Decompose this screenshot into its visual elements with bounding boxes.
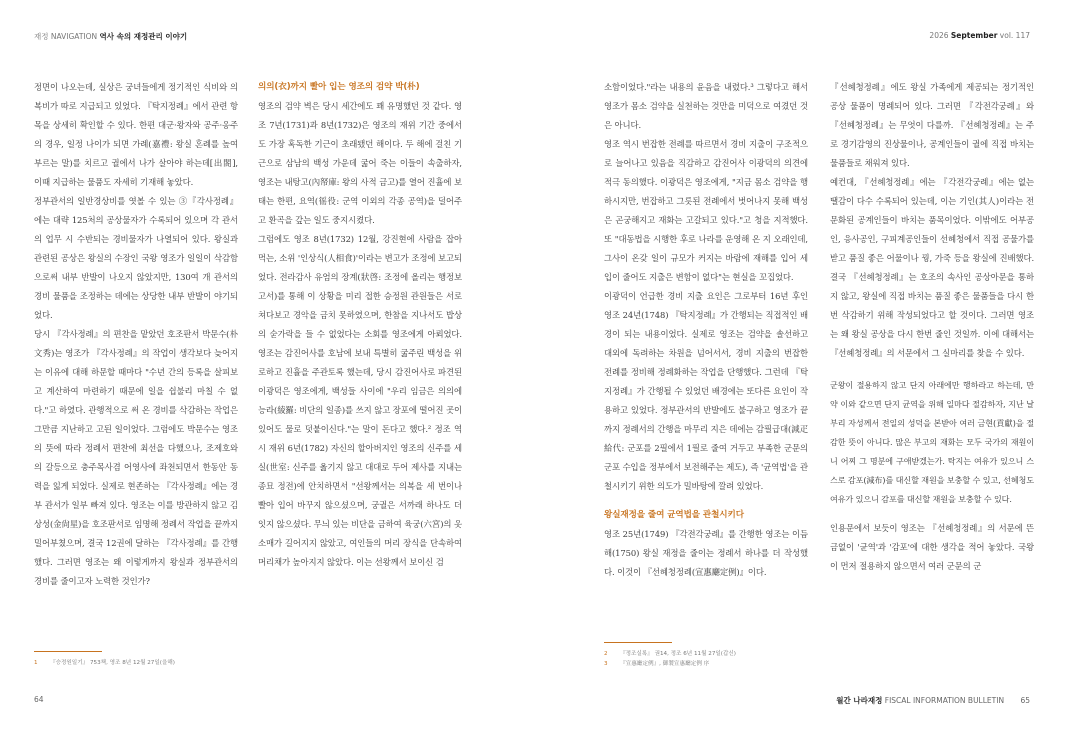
footnote-rule-left [34, 651, 102, 652]
running-header-right [929, 31, 1030, 40]
footnote-1-number: 1 [34, 660, 38, 666]
column-2-text: 영조의 검약 벽은 당시 세간에도 꽤 유명했던 것 같다. 영조 7년(1731)과 8년(1732)은 영조의 재위 기간 중에서도 가장 혹독한 기근이 초래됐던 해이다. 두 해에 걸친 기근으로 삼남의 백성 가운데 굶어 죽는 이들이 속출하자, 영조는 내탕고(內帑庫: 왕의 사적 금고)를 열어 진휼에 보태는 한편, 요역(徭役: 군역 이외의 각종 공역)을 덜어주고 환곡을 갚는 일도 중지시켰다. 그럼에도 영조 8년(1732) 12월, 강진현에 사람을 잡아 먹는, 소위 '인상식(人相食)'이라는 변고가 조정에 보고되었다. 전라감사 유엄의 장계(狀啓: 조정에 올리는 행정보고서)를 통해 이 상황을 미리 접한 승정원 관원들은 서로 쳐다보고 경악을 금치 못하였으며, 한참을 지나서도 밥상의 숟가락을 들 수 없었다는 소회를 영조에게 아뢰었다. 영조는 감진어사를 호남에 보내 특별히 굶주린 백성을 위로하고 진휼을 주관토록 했는데, 당시 감진어사로 파견된 이광덕은 영조에게, 백성들 사이에 "우리 임금은 의의에 능라(綾羅: 비단의 일종)를 쓰지 않고 장포에 떨어진 곳이 있어도 물로 덧붙이신다."는 말이 돈다고 했다.² 정조 역시 재위 6년(1782) 자신의 할아버지인 영조의 신주를 세실(世室: 신주를 옮기지 않고 대대로 두어 제사를 지내는 종묘 정전)에 안치하면서 "선왕께서는 의복을 세 번이나 빨아 입어 바꾸지 않으셨으며, 궁궐은 서까래 하나도 더 잇지 않으셨다. 무늬 있는 비단을 금하여 육궁(六宮)의 옷소매가 길어지지 않았고, 여인들의 머리 장식을 단속하여 머리채가 높아지지 않았다. 이는 선왕께서 보이신 검 [258, 101, 462, 567]
publication-name: 월간 나라재정 [836, 696, 883, 705]
footnote-3 [604, 659, 709, 669]
page-number-left: 64 [34, 695, 44, 704]
column-1-text: 정면이 나오는데, 실상은 궁녀들에게 정기적인 식비와 의복비가 따로 지급되고 있었다. 『탁지정례』에서 관련 항목을 상세히 확인할 수 있다. 한편 대군·왕자와 공주·옹주의 경우, 일정 나이가 되면 가례(嘉禮: 왕실 혼례를 높여 부르는 말)를 치르고 궐에서 나가 살아야 하는데[出閤], 이때 지급하는 물품도 자세히 기재해 놓았다. 정부관서의 일반경상비를 엿볼 수 있는 ③『각사정례』에는 대략 125처의 공상물자가 수록되어 있으며 각 관서의 업무 시 수반되는 경비물자가 나열되어 있다. 왕실과 관련된 공상은 왕실의 수장인 국왕 영조가 일일이 삭감함으로써 내부 반발이 나오지 않았지만, 130여 개 관서의 경비 물품을 조정하는 데에는 상당한 내부 반발이 야기되었다. 당시 『각사정례』의 편찬을 맡았던 호조판서 박문수(朴文秀)는 영조가 『각사정례』의 작업이 생각보다 늦어지는 이유에 대해 하문할 때마다 "수년 간의 등록을 살피보고 계산하여 마련하기 때문에 일을 쉽불리 마칠 수 없다."고 하였다. 관행적으로 써 온 경비를 삭감하는 작업은 그만큼 지난하고 고된 일이었다. 그럼에도 박문수는 영조의 뜻에 따라 정례서 편찬에 최선을 다했으나, 조제호와의 갈등으로 충주목사겸 어영사에 좌천되면서 한동안 동력을 잃게 되었다. 실제로 현존하는 『각사정례』에는 경부 관서가 일부 빠져 있다. 영조는 이를 방관하지 않고 김상성(金尙星)을 호조판서로 임명해 정례서 작업을 끝까지 밀어부쳤으며, 결국 12권에 달하는 『각사정례』를 간행했다. 그러면 영조는 왜 이렇게까지 왕실과 정부관서의 경비를 줄이고자 노력한 것인가? [34, 82, 238, 586]
footnote-3-text: 『宣惠廳定例』, 御製宣惠廳定例 序 [620, 661, 710, 667]
column-1 [34, 78, 238, 591]
footer-right [836, 695, 1030, 706]
section-label: 재정 NAVIGATION [34, 32, 98, 41]
footnote-2 [604, 649, 736, 659]
footnote-2-text: 『정조실록』 권14, 정조 6년 11월 27일(갑신) [620, 651, 736, 657]
page-number-right: 65 [1020, 696, 1030, 705]
issue-volume: vol. 117 [999, 31, 1030, 40]
footnote-1-text: 『승정원일기』 753책, 영조 8년 12월 27일(을해) [50, 660, 175, 666]
footnote-1 [34, 658, 175, 668]
footnote-rule-right [604, 642, 672, 643]
column-3-text: 소함이었다."라는 내용의 윤음을 내렸다.³ 그렇다고 해서 영조가 몸소 검약을 실천하는 것만을 미덕으로 여겼던 것은 아니다. 영조 역시 번잡한 전례를 따르면서 경비 지출이 구조적으로 늘어나고 있음을 직감하고 감진어사 이광덕의 의견에 적극 동의했다. 이광덕은 영조에게, "지금 몸소 검약을 행하시지만, 번잡하고 그릇된 전례에서 벗어나지 못해 백성은 곤궁해지고 재화는 고갈되고 있다."고 청을 지적했다. 또 "대동법을 시행한 후로 나라를 운영해 온 지 오래인데, 그사이 온갖 일이 규모가 커지는 바람에 재해를 입어 세입이 줄어도 지출은 변함이 없다"는 현실을 꼬집었다. 이광덕이 언급한 경비 지출 요인은 그로부터 16년 후인 영조 24년(1748) 『탁지정례』가 간행되는 직접적인 배경이 되는 내용이었다. 실제로 영조는 검약을 솔선하고 대외에 독려하는 차원을 넘어서서, 경비 지출의 번잡한 전례를 정비해 정례화하는 작업을 단행했다. 그런데 『탁지정례』가 간행될 수 있었던 배경에는 또다른 요인이 작용하고 있었다. 정부관서의 반발에도 불구하고 영조가 끝까지 정례서의 간행을 마무리 지은 데에는 감필급대(減疋給代: 군포를 2필에서 1필로 줄여 거두고 부족한 군문의 군포 수입을 정부에서 보전해주는 제도), 즉 '균역법'을 관철시키기 위한 의도가 밀바탕에 깔려 있었다. [604, 82, 808, 491]
footnote-3-number: 3 [604, 661, 608, 667]
issue-month: September [950, 31, 998, 40]
column-4-quote: 군왕이 절용하지 않고 단지 아래에만 행하라고 하는데, 만약 이와 같으면 단지 균역을 위해 일마다 절감하자, 지난 날 부리 자성께서 전일의 성덕을 본받아 여러 금현(貢獻)을 절감한 뜻이 아니다. 많은 부고의 재화는 모두 국가의 재원이니 어찌 그 명분에 구애받겠는가. 탁지는 여유가 있으니 스스로 감포(減布)를 대신할 재원을 보충할 수 있고, 선혜청도 여유가 있으니 감포를 대신할 재원을 보충할 수 있다. [830, 380, 1034, 504]
column-3-heading: 왕실재정을 줄여 균역법을 관철시키다 [604, 510, 744, 520]
column-4-text-b: 인용문에서 보듯이 영조는 『선혜청정례』의 서문에 뜬금없이 '균역'과 '감포'에 대한 생각을 적어 놓았다. 국왕이 먼저 절용하지 않으면서 여러 군문의 군 [830, 523, 1034, 571]
section-title: 역사 속의 재정관리 이야기 [99, 32, 188, 41]
publication-subtitle: FISCAL INFORMATION BULLETIN [884, 696, 1005, 705]
issue-year: 2026 [929, 31, 949, 40]
column-4-text: 『선혜청정례』에도 왕실 가족에게 제공되는 정기적인 공상 물품이 명례되어 있다. 그러면 『각전각궁례』와 『선혜청정례』는 무엇이 다를까. 『선혜청정례』는 주로 경기감영의 진상물이나, 공계인들이 궐에 직접 바치는 물품들로 채워져 있다. 예컨대, 『선혜청정례』에는 『각전각궁례』에는 없는 땔감이 다수 수록되어 있는데, 이는 기인(其人)이라는 전문화된 공계인들이 바치는 품목이었다. 이밖에도 어부공인, 응사공인, 구피계공인들이 선혜청에서 직접 공물가를 받고 품질 좋은 어물이나 꿩, 가죽 등을 왕실에 진배했다. 결국 『선혜청정례』는 호조의 속사인 공상아문을 통하지 않고, 왕실에 직접 바치는 품질 좋은 물품들을 다시 한번 삭감하기 위해 작성되었다고 할 것이다. 그러면 영조는 왜 왕실 공상을 다시 한번 줄인 것일까. 이에 대해서는 『선혜청정례』의 서문에서 그 실마리를 찾을 수 있다. [830, 82, 1034, 358]
column-3 [604, 78, 808, 582]
column-2 [258, 78, 462, 572]
column-3-text-b: 영조 25년(1749) 『각전각궁례』를 간행한 영조는 이듬해(1750) 왕실 재정을 줄이는 정례서 하나를 더 작성했다. 이것이 『선혜청정례(宣惠廳定例)』이다. [604, 529, 808, 577]
footnote-2-number: 2 [604, 651, 608, 657]
column-2-heading: 의의(衣)까지 빨아 입는 영조의 검약 박(朴) [258, 82, 420, 92]
column-4 [830, 78, 1034, 576]
running-header-left [34, 31, 187, 42]
